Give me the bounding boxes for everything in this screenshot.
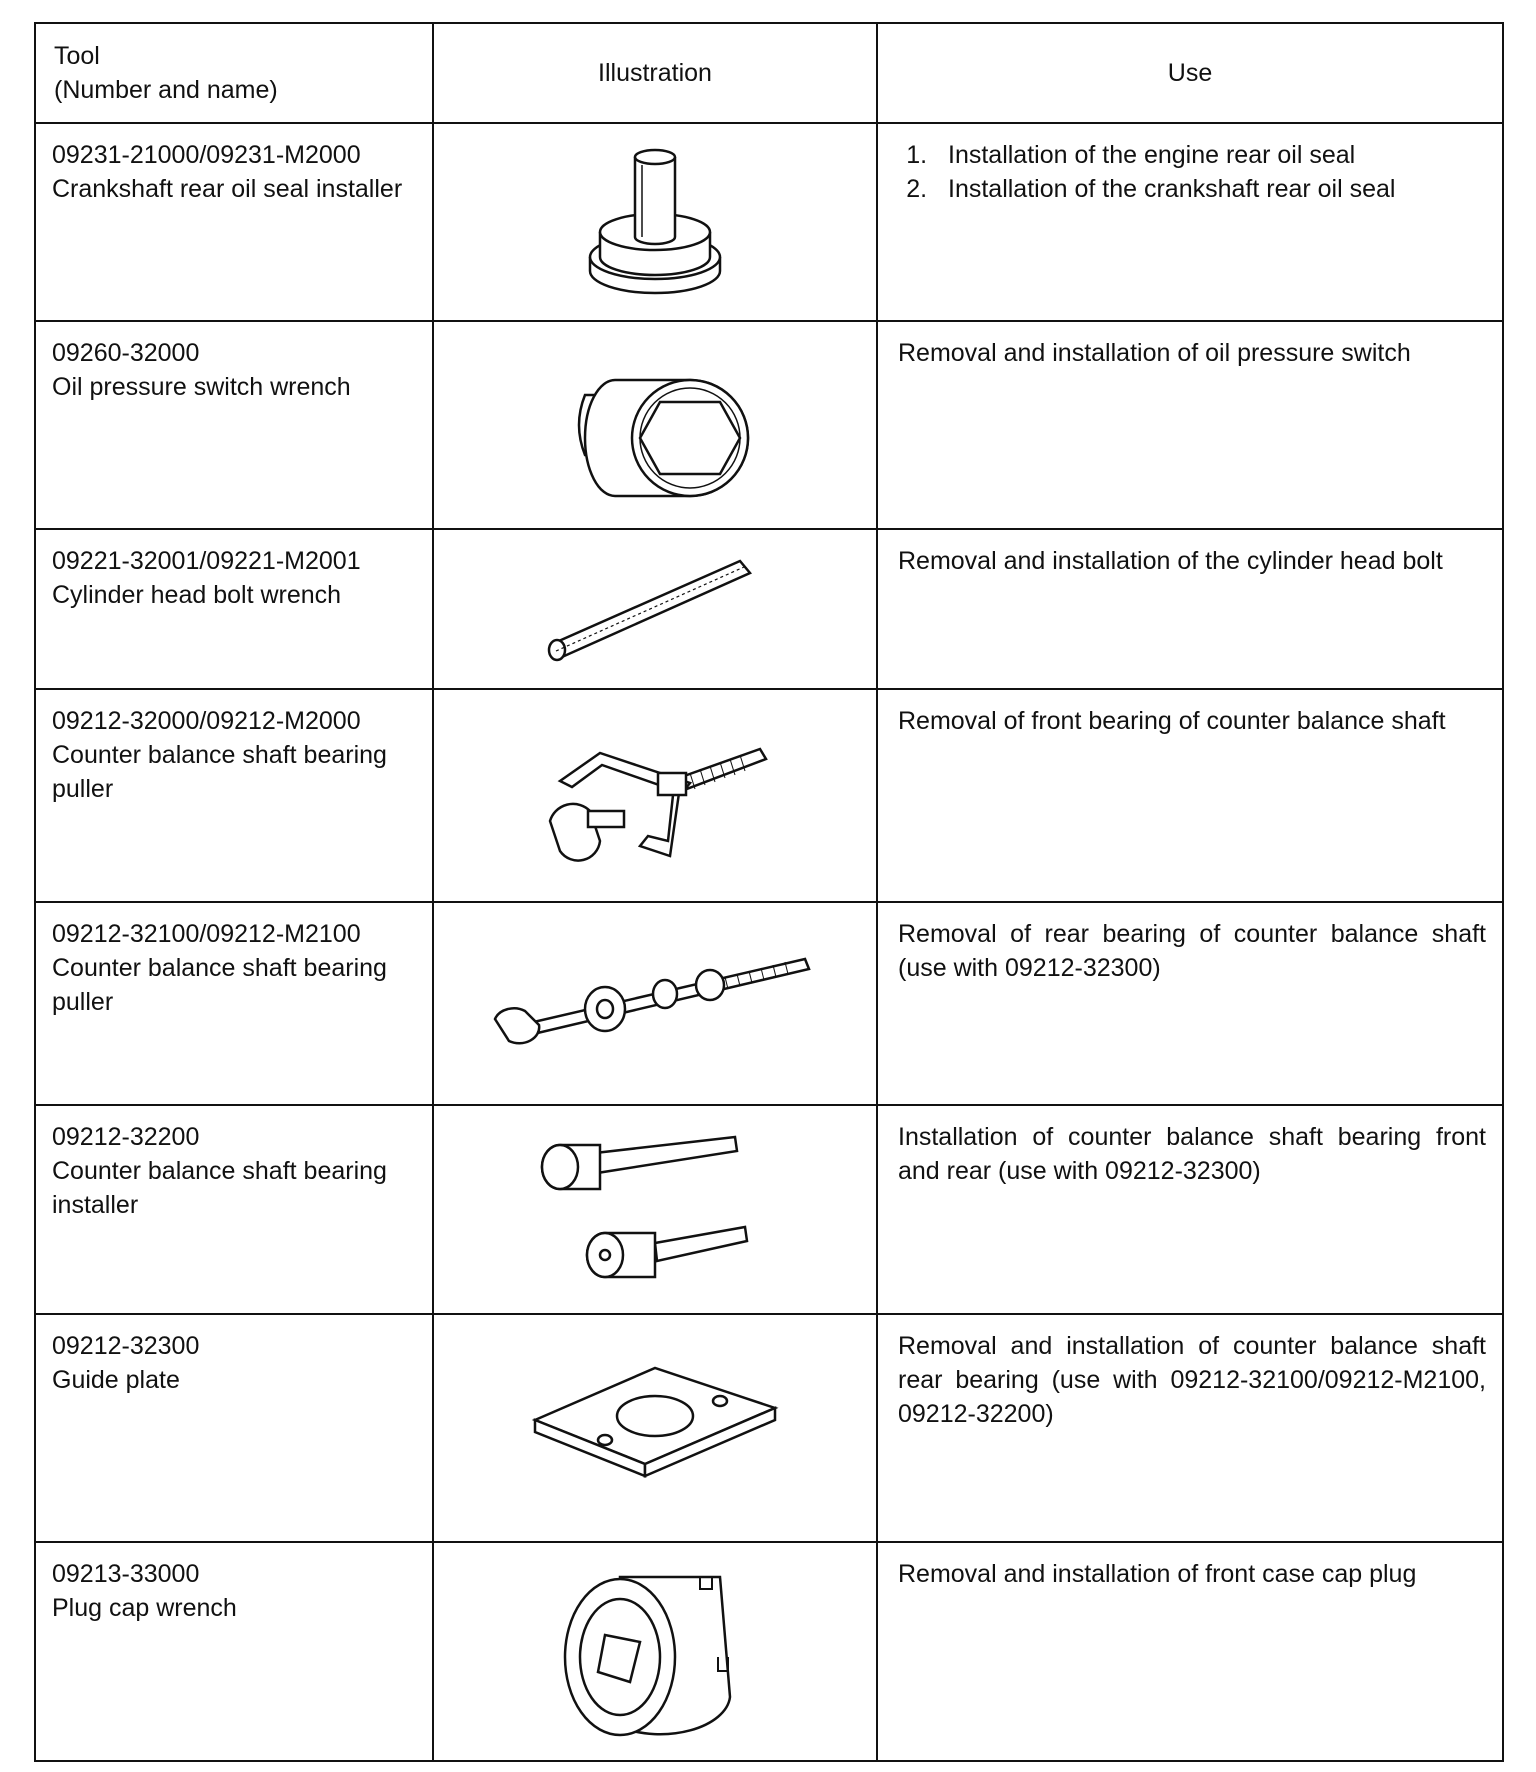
use-cell	[877, 1105, 1503, 1314]
illustration-cell	[433, 529, 877, 689]
tool-name: Counter balance shaft bearing puller	[52, 954, 387, 1016]
use-list-item: 1. Installation of the engine rear oil seal	[934, 138, 1486, 172]
tool-cell	[35, 689, 433, 902]
tool-name: Cylinder head bolt wrench	[52, 581, 342, 609]
bearing-installer-icon	[535, 1115, 775, 1305]
tool-name: Counter balance shaft bearing installer	[52, 1157, 387, 1219]
guide-plate-icon	[525, 1358, 785, 1498]
table-header-row	[35, 23, 1503, 123]
tool-cell	[35, 1314, 433, 1542]
tool-number: 09231-21000/09231-M2000	[52, 141, 361, 169]
header-illustration: Illustration	[433, 23, 877, 123]
tool-number: 09213-33000	[52, 1560, 200, 1588]
tool-name: Plug cap wrench	[52, 1594, 237, 1622]
tool-name: Counter balance shaft bearing puller	[52, 741, 387, 803]
tool-cell	[35, 123, 433, 321]
illustration-cell	[433, 902, 877, 1105]
header-tool	[35, 23, 433, 123]
use-list	[898, 138, 1486, 206]
header-use: Use	[877, 23, 1503, 123]
header-tool-line2: (Number and name)	[54, 76, 278, 104]
table-row	[35, 1542, 1503, 1761]
use-text: Removal and installation of counter balance shaft rear bearing (use with 09212-32100/09212-M2100, 09212-32200)	[898, 1332, 1486, 1428]
tool-number: 09212-32200	[52, 1123, 200, 1151]
special-tools-table	[34, 22, 1504, 1762]
use-cell	[877, 689, 1503, 902]
tool-number: 09212-32000/09212-M2000	[52, 707, 361, 735]
table-row	[35, 1105, 1503, 1314]
hex-bar-icon	[540, 549, 770, 669]
use-text: Removal of rear bearing of counter balance shaft (use with 09212-32300)	[898, 920, 1486, 982]
illustration-cell	[433, 1314, 877, 1542]
use-cell	[877, 321, 1503, 529]
use-text: Removal and installation of oil pressure switch	[898, 339, 1411, 367]
threaded-puller-icon	[485, 939, 825, 1069]
tool-cell	[35, 321, 433, 529]
header-tool-line1: Tool	[54, 42, 100, 70]
table-row	[35, 321, 1503, 529]
illustration-cell	[433, 321, 877, 529]
plug-cap-wrench-icon	[550, 1557, 760, 1747]
use-list-item: 2. Installation of the crankshaft rear oil seal	[934, 172, 1486, 206]
tool-number: 09260-32000	[52, 339, 200, 367]
use-cell	[877, 123, 1503, 321]
tool-number: 09212-32300	[52, 1332, 200, 1360]
illustration-cell	[433, 689, 877, 902]
tool-name: Guide plate	[52, 1366, 180, 1394]
tool-cell	[35, 529, 433, 689]
tool-number: 09212-32100/09212-M2100	[52, 920, 361, 948]
illustration-cell	[433, 123, 877, 321]
illustration-cell	[433, 1105, 877, 1314]
tool-cell	[35, 902, 433, 1105]
tool-cell	[35, 1542, 433, 1761]
illustration-cell	[433, 1542, 877, 1761]
use-cell	[877, 1542, 1503, 1761]
use-text: Removal and installation of the cylinder head bolt	[898, 547, 1443, 575]
tool-cell	[35, 1105, 433, 1314]
use-cell	[877, 902, 1503, 1105]
use-cell	[877, 1314, 1503, 1542]
socket-wrench-icon	[545, 350, 765, 500]
use-text: Installation of counter balance shaft bearing front and rear (use with 09212-32300)	[898, 1123, 1486, 1185]
oil-seal-installer-icon	[580, 137, 730, 307]
use-text: Removal of front bearing of counter balance shaft	[898, 707, 1446, 735]
tool-number: 09221-32001/09221-M2001	[52, 547, 361, 575]
use-cell	[877, 529, 1503, 689]
use-text: Removal and installation of front case cap plug	[898, 1560, 1417, 1588]
table-row	[35, 123, 1503, 321]
table-row	[35, 529, 1503, 689]
bearing-puller-icon	[530, 711, 780, 881]
table-row	[35, 689, 1503, 902]
tool-name: Oil pressure switch wrench	[52, 373, 351, 401]
table-row	[35, 902, 1503, 1105]
tool-name: Crankshaft rear oil seal installer	[52, 175, 403, 203]
table-row	[35, 1314, 1503, 1542]
